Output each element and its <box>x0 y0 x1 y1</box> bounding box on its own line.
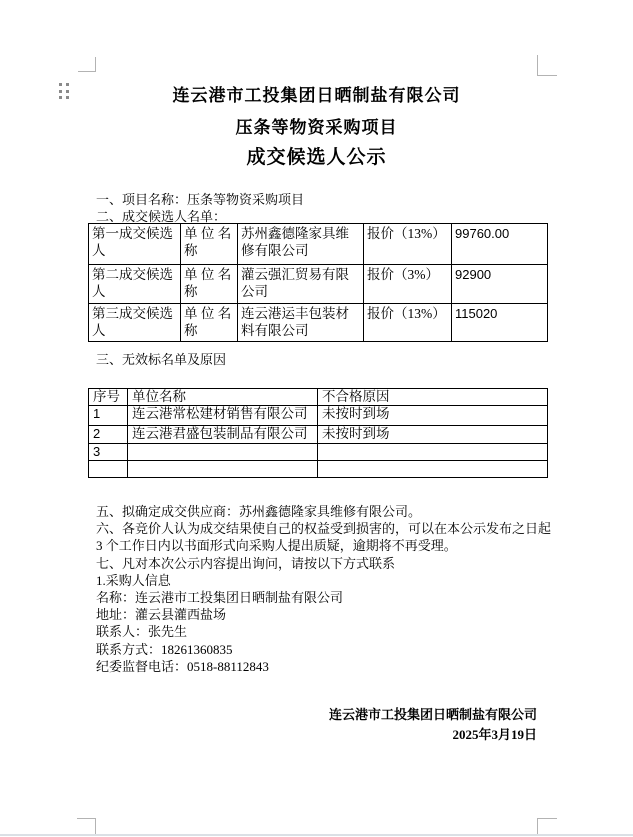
crop-mark-top-right <box>538 75 557 76</box>
table-row <box>89 461 548 478</box>
section-project-name: 一、项目名称：压条等物资采购项目 <box>96 192 305 207</box>
invalid-reason <box>318 444 548 461</box>
para-discipline-phone: 纪委监督电话：0518-88112843 <box>96 658 269 674</box>
candidate-price: 115020 <box>452 304 548 342</box>
para-contact-phone: 联系方式：18261360835 <box>96 641 233 657</box>
invalid-company: 连云港君盛包装制品有限公司 <box>128 426 318 444</box>
crop-mark-top-left <box>78 71 96 72</box>
candidate-company: 苏州鑫德隆家具维修有限公司 <box>238 224 364 265</box>
candidate-quote-label: 报价（3%） <box>364 265 452 304</box>
doc-title-company: 连云港市工投集团日晒制盐有限公司 <box>172 86 461 105</box>
para-buyer-address: 地址：灌云县灌西盐场 <box>96 607 227 623</box>
table-row <box>89 406 548 426</box>
para-inquiry-heading: 七、凡对本次公示内容提出询问，请按以下方式联系 <box>96 555 396 571</box>
candidate-rank: 第三成交候选人 <box>89 304 181 342</box>
invalid-index: 1 <box>89 406 128 426</box>
candidate-field-label: 单 位 名 称 <box>181 304 238 342</box>
table-row <box>89 444 548 461</box>
candidate-rank: 第一成交候选人 <box>89 224 181 265</box>
invalid-reason: 未按时到场 <box>318 426 548 444</box>
table-row <box>89 224 548 265</box>
para-objection-line2: 3 个工作日内以书面形式向采购人提出质疑，逾期将不再受理。 <box>96 538 457 554</box>
body-paragraphs <box>96 503 552 675</box>
candidate-rank: 第二成交候选人 <box>89 265 181 304</box>
table-header-row <box>89 389 548 406</box>
invalid-reason: 未按时到场 <box>318 406 548 426</box>
column-header-reason: 不合格原因 <box>318 389 548 406</box>
candidate-company: 灌云强汇贸易有限公司 <box>238 265 364 304</box>
candidate-quote-label: 报价（13%） <box>364 304 452 342</box>
para-confirmed-supplier: 五、拟确定成交供应商：苏州鑫德隆家具维修有限公司。 <box>96 504 422 519</box>
doc-title-announcement: 成交候选人公示 <box>246 147 387 168</box>
candidate-quote-label: 报价（13%） <box>364 224 452 265</box>
invalid-reason <box>318 461 548 478</box>
crop-mark-bottom-left <box>77 818 96 819</box>
candidate-field-label: 单 位 名 称 <box>181 265 238 304</box>
invalid-index: 3 <box>89 444 128 461</box>
section-invalid-bids-heading: 三、无效标名单及原因 <box>96 352 227 367</box>
invalid-company <box>128 444 318 461</box>
crop-mark-bottom-right <box>537 818 538 834</box>
table-row <box>89 265 548 304</box>
column-header-index: 序号 <box>89 389 128 406</box>
crop-mark-bottom-right <box>538 818 557 819</box>
crop-mark-top-right <box>537 55 538 76</box>
invalid-company <box>128 461 318 478</box>
invalid-index: 2 <box>89 426 128 444</box>
invalid-company: 连云港常松建材销售有限公司 <box>128 406 318 426</box>
invalid-index <box>89 461 128 478</box>
crop-mark-top-left <box>95 57 96 72</box>
candidate-company: 连云港运丰包装材料有限公司 <box>238 304 364 342</box>
candidate-field-label: 单 位 名 称 <box>181 224 238 265</box>
column-header-company: 单位名称 <box>128 389 318 406</box>
table-row <box>89 426 548 444</box>
invalid-bids-table <box>88 388 548 478</box>
para-objection-line1: 六、各竞价人认为成交结果使自己的权益受到损害的，可以在本公示发布之日起 <box>96 521 552 537</box>
signature-company: 连云港市工投集团日晒制盐有限公司 <box>328 707 537 722</box>
crop-mark-bottom-left <box>95 818 96 835</box>
para-buyer-name: 名称：连云港市工投集团日晒制盐有限公司 <box>96 590 344 606</box>
signature-block <box>329 705 537 745</box>
para-contact-person: 联系人：张先生 <box>96 624 188 640</box>
doc-title-project: 压条等物资采购项目 <box>235 118 398 137</box>
para-buyer-info-heading: 1.采购人信息 <box>96 572 171 588</box>
candidate-price: 92900 <box>452 265 548 304</box>
table-row <box>89 304 548 342</box>
section-candidates-heading: 二、成交候选人名单： <box>96 209 227 224</box>
candidates-table <box>88 223 548 342</box>
signature-date: 2025年3月19日 <box>452 727 537 742</box>
page-bottom-edge <box>0 834 633 836</box>
candidate-price: 99760.00 <box>452 224 548 265</box>
